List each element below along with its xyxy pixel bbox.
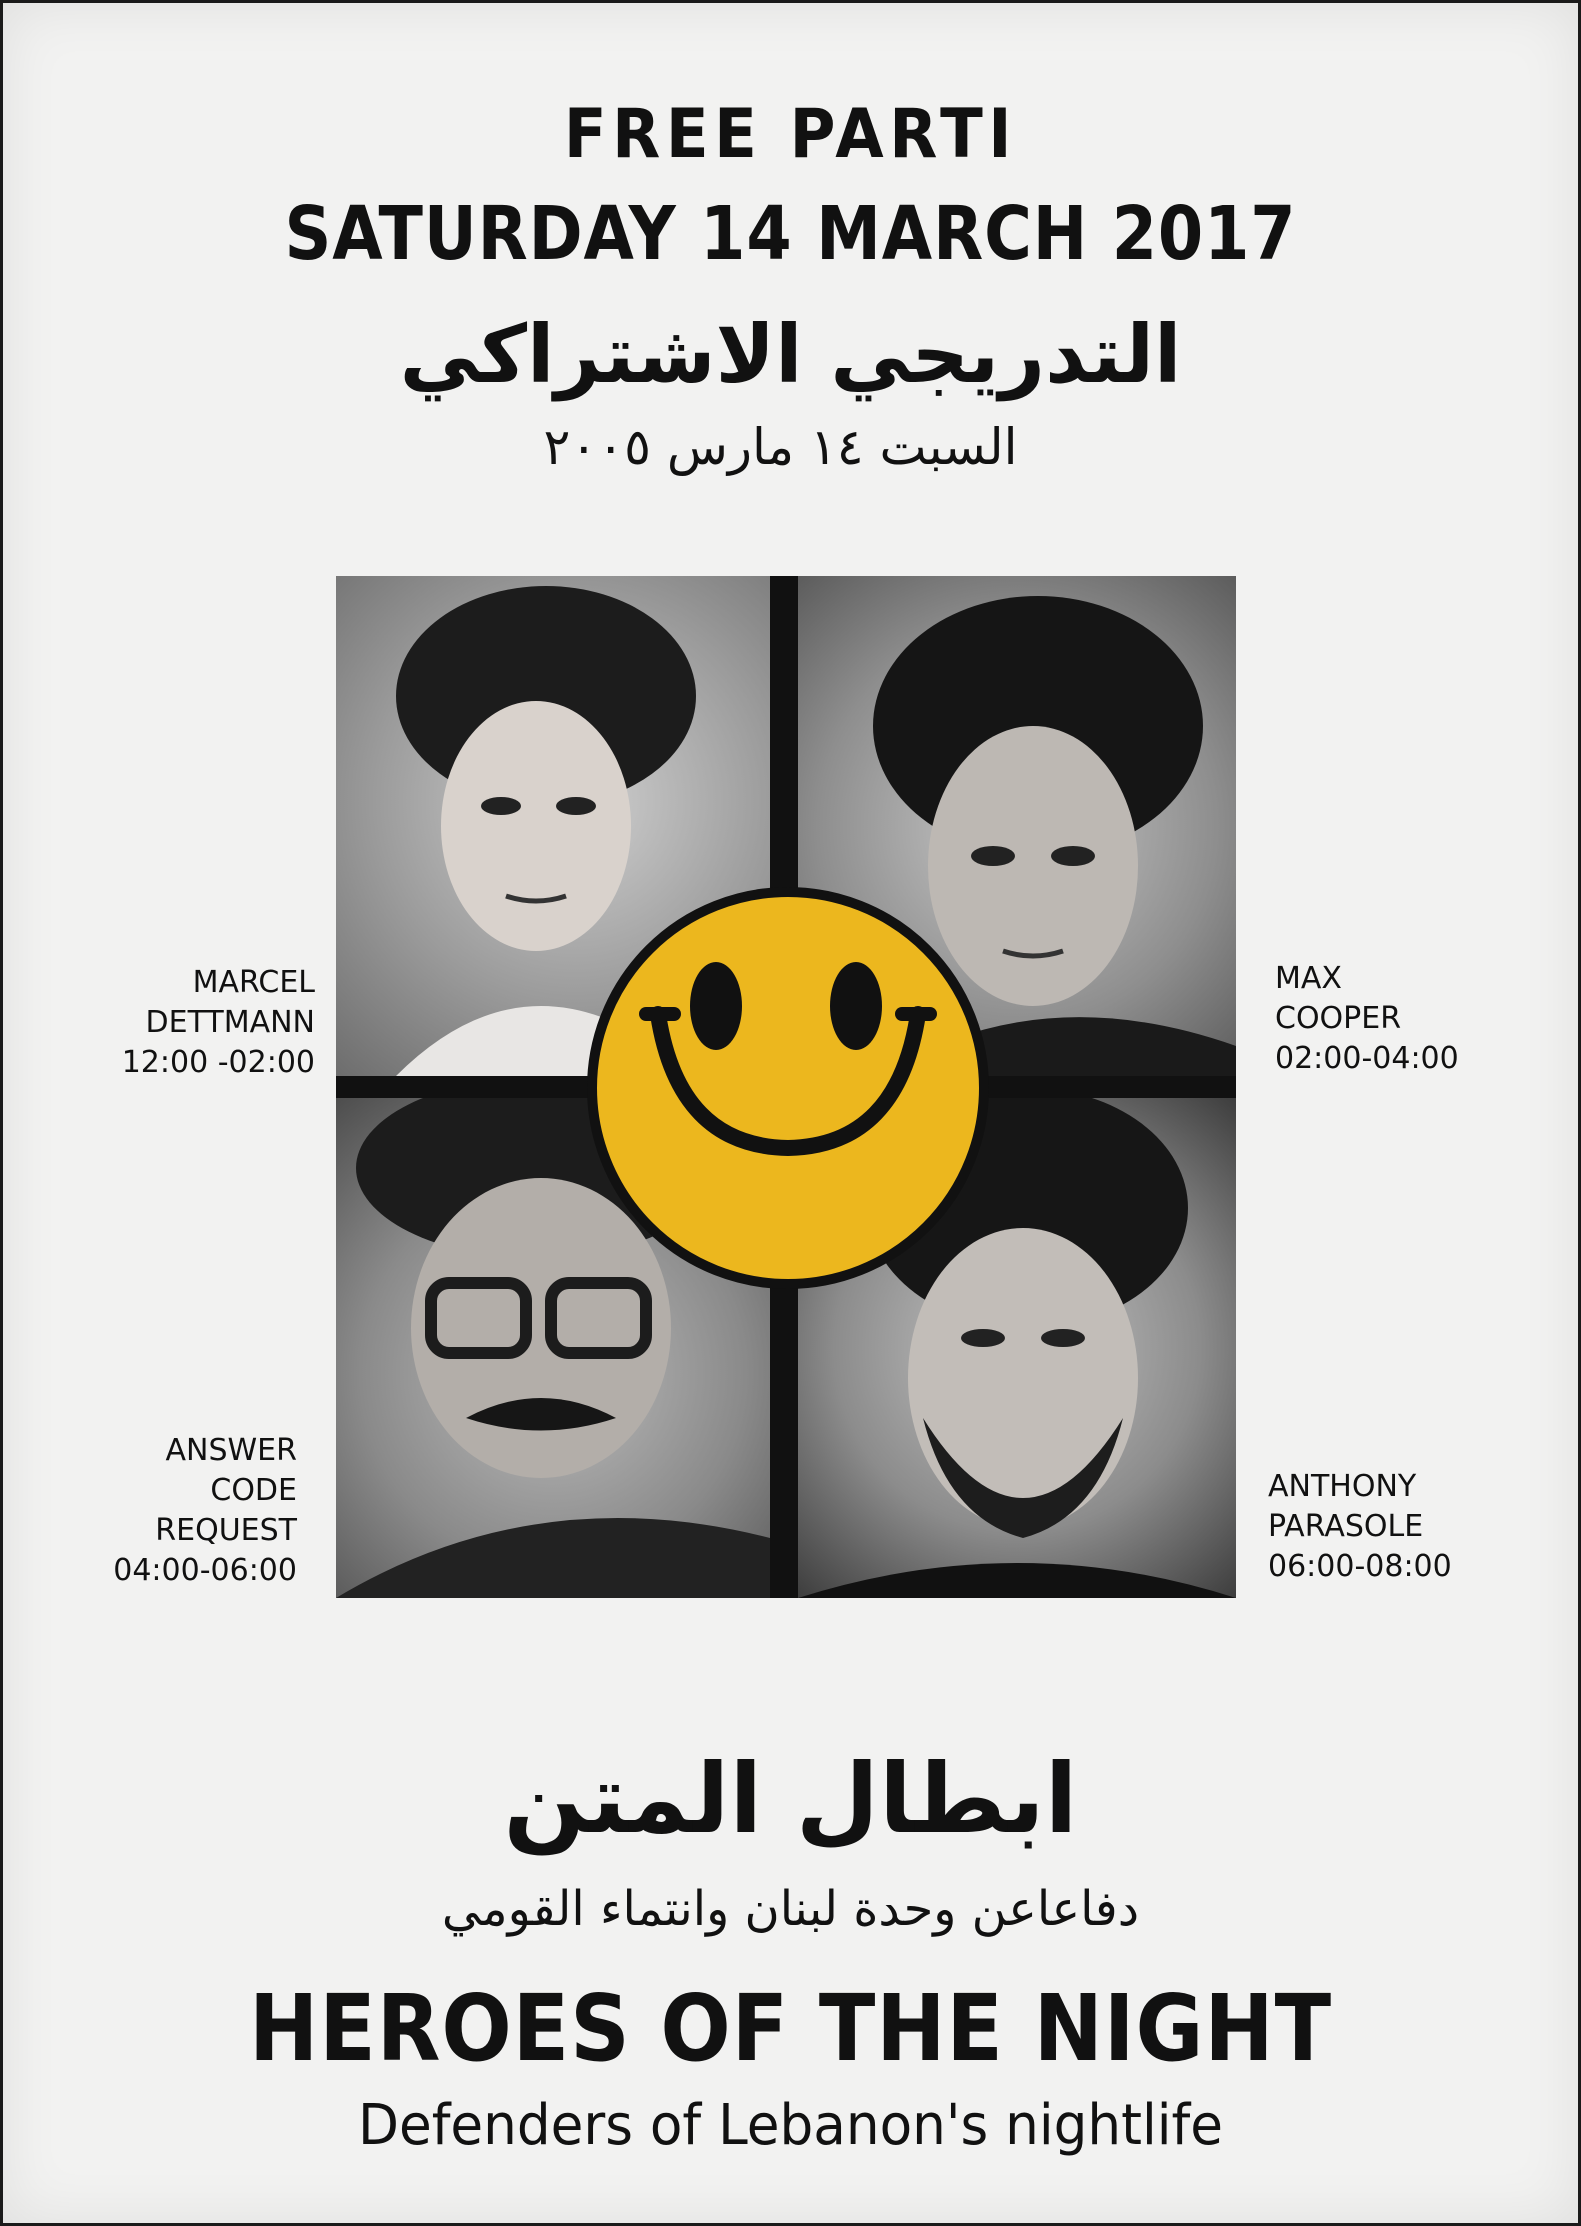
- dj-name-line: MAX: [1275, 961, 1342, 996]
- dj-name-line: ANTHONY: [1268, 1469, 1417, 1504]
- event-title: FREE PARTI: [563, 95, 1018, 174]
- heroes-title: HEROES OF THE NIGHT: [249, 1975, 1332, 2082]
- smiley-face-icon: [586, 886, 990, 1290]
- dj-name-line: COOPER: [1275, 1001, 1402, 1036]
- dj-slot-3: [53, 1431, 297, 1591]
- dj-name-line: MARCEL: [192, 965, 315, 1000]
- arabic-date: السبت ١٤ مارس ٢٠٠٥: [543, 418, 1018, 476]
- poster: [3, 3, 1578, 2223]
- dj-name-line: ANSWER: [165, 1433, 297, 1468]
- dj-slot-1: [83, 963, 315, 1083]
- dj-name-line: CODE: [210, 1473, 297, 1508]
- arabic-subtitle: دفاعاعن وحدة لبنان وانتماء القومي: [441, 1881, 1140, 1937]
- dj-time: 04:00-06:00: [113, 1553, 297, 1588]
- dj-time: 06:00-08:00: [1268, 1549, 1452, 1584]
- dj-name-line: DETTMANN: [145, 1005, 315, 1040]
- dj-name-line: REQUEST: [155, 1513, 297, 1548]
- dj-name-line: PARASOLE: [1268, 1509, 1424, 1544]
- arabic-heroes-title: ابطال المتن: [503, 1743, 1078, 1855]
- dj-time: 02:00-04:00: [1275, 1041, 1459, 1076]
- event-date: SATURDAY 14 MARCH 2017: [284, 191, 1297, 277]
- dj-slot-2: [1275, 959, 1525, 1079]
- dj-time: 12:00 -02:00: [121, 1045, 315, 1080]
- dj-slot-4: [1268, 1467, 1528, 1587]
- arabic-title: التدريجي الاشتراكي: [399, 308, 1182, 401]
- heroes-subtitle: Defenders of Lebanon's nightlife: [358, 2093, 1223, 2158]
